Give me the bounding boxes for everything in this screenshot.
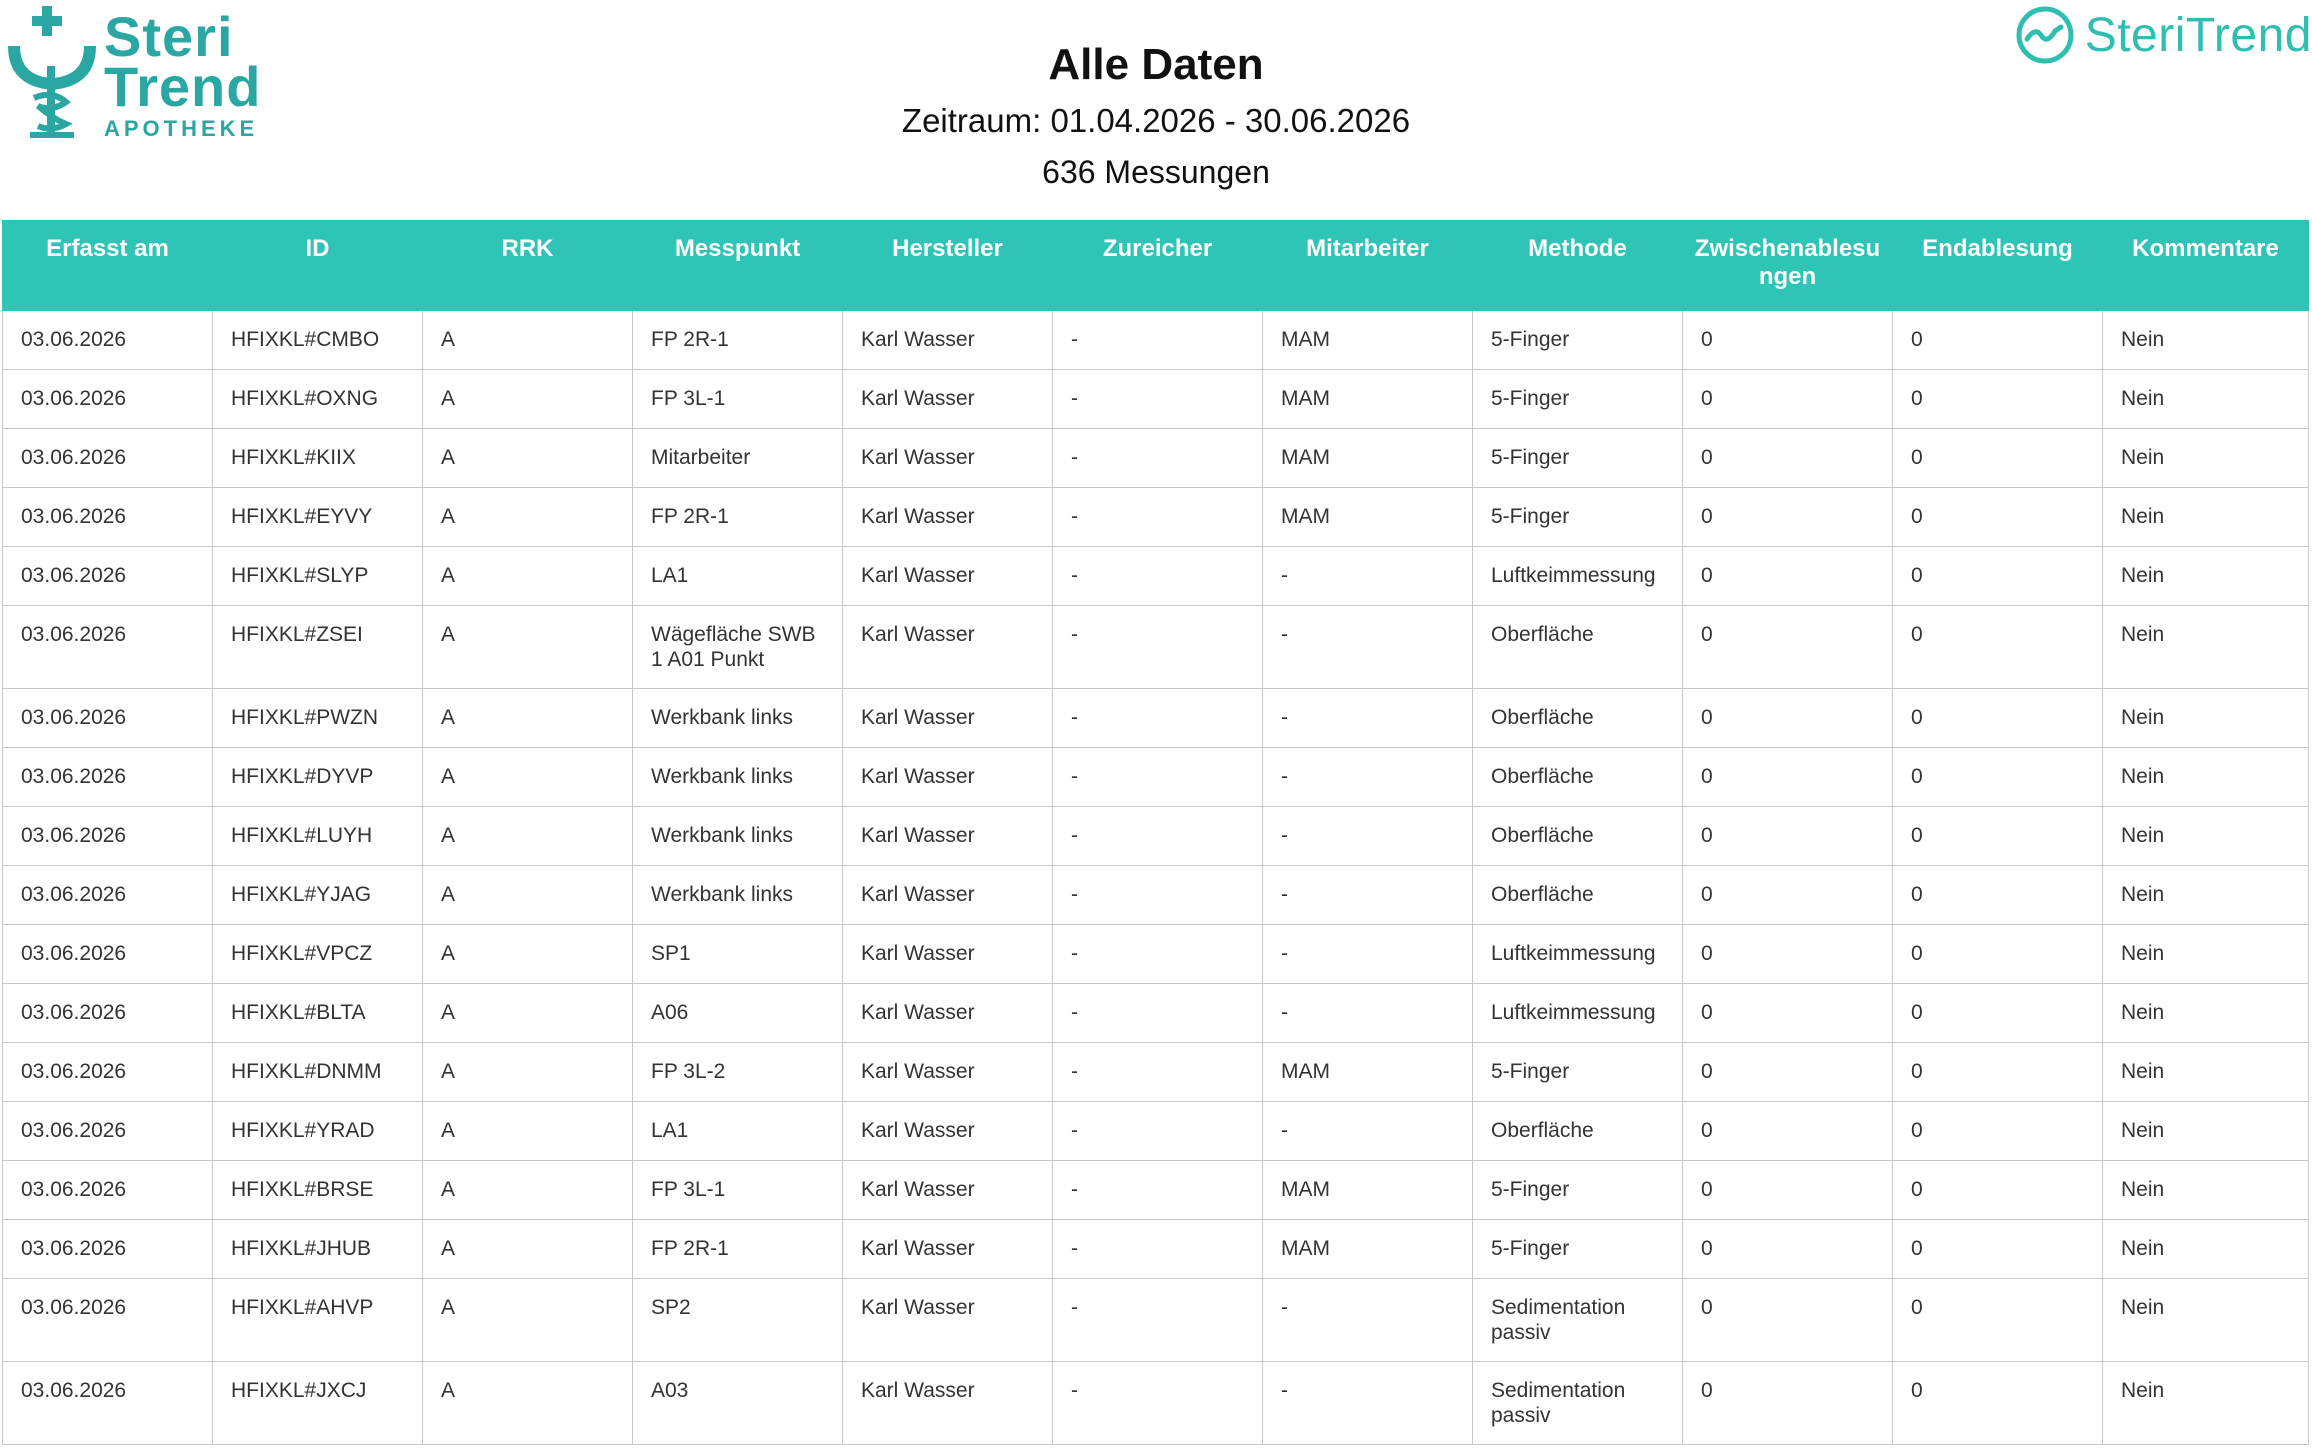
table-cell: Karl Wasser <box>843 1220 1053 1279</box>
table-cell: A <box>423 807 633 866</box>
table-cell: Werkbank links <box>633 748 843 807</box>
table-cell: Nein <box>2103 748 2309 807</box>
table-cell: Nein <box>2103 547 2309 606</box>
table-cell: 5-Finger <box>1473 311 1683 370</box>
table-cell: - <box>1263 748 1473 807</box>
table-row <box>3 925 2309 984</box>
table-cell: - <box>1053 1161 1263 1220</box>
table-cell: A <box>423 1043 633 1102</box>
table-cell: - <box>1053 311 1263 370</box>
table-cell: Karl Wasser <box>843 925 1053 984</box>
table-cell: 0 <box>1683 488 1893 547</box>
table-cell: Nein <box>2103 606 2309 689</box>
table-cell: FP 3L-1 <box>633 1161 843 1220</box>
table-row <box>3 1043 2309 1102</box>
table-cell: Nein <box>2103 488 2309 547</box>
table-cell: 0 <box>1683 1102 1893 1161</box>
table-cell: - <box>1053 748 1263 807</box>
table-cell: 0 <box>1683 370 1893 429</box>
table-cell: 0 <box>1893 370 2103 429</box>
table-cell: Karl Wasser <box>843 429 1053 488</box>
logo-line-2: Trend <box>104 55 262 118</box>
table-cell: A <box>423 1220 633 1279</box>
table-cell: Mitarbeiter <box>633 429 843 488</box>
table-cell: HFIXKL#DYVP <box>213 748 423 807</box>
column-header[interactable]: Messpunkt <box>633 221 843 311</box>
table-cell: Nein <box>2103 1220 2309 1279</box>
table-cell: 0 <box>1893 925 2103 984</box>
table-cell: A <box>423 689 633 748</box>
table-cell: Karl Wasser <box>843 689 1053 748</box>
table-cell: Werkbank links <box>633 866 843 925</box>
table-cell: 5-Finger <box>1473 429 1683 488</box>
table-cell: 0 <box>1683 429 1893 488</box>
column-header[interactable]: Erfasst am <box>3 221 213 311</box>
page-title: Alle Daten <box>1048 40 1264 89</box>
table-cell: HFIXKL#OXNG <box>213 370 423 429</box>
table-cell: Karl Wasser <box>843 547 1053 606</box>
table-cell: - <box>1263 547 1473 606</box>
column-header[interactable]: ID <box>213 221 423 311</box>
table-cell: - <box>1053 866 1263 925</box>
column-header[interactable]: Hersteller <box>843 221 1053 311</box>
table-row <box>3 866 2309 925</box>
table-cell: Karl Wasser <box>843 1043 1053 1102</box>
table-cell: Karl Wasser <box>843 866 1053 925</box>
table-cell: MAM <box>1263 1220 1473 1279</box>
table-cell: 0 <box>1683 866 1893 925</box>
table-cell: Karl Wasser <box>843 370 1053 429</box>
table-cell: Oberfläche <box>1473 1102 1683 1161</box>
table-cell: A06 <box>633 984 843 1043</box>
table-cell: - <box>1053 370 1263 429</box>
table-row <box>3 984 2309 1043</box>
table-cell: 0 <box>1893 984 2103 1043</box>
table-cell: Nein <box>2103 807 2309 866</box>
table-cell: 03.06.2026 <box>3 807 213 866</box>
brand-name: SteriTrend <box>2084 8 2312 62</box>
table-cell: 0 <box>1893 429 2103 488</box>
table-cell: MAM <box>1263 1161 1473 1220</box>
table-cell: HFIXKL#BLTA <box>213 984 423 1043</box>
table-cell: Nein <box>2103 1102 2309 1161</box>
table-cell: Oberfläche <box>1473 689 1683 748</box>
table-cell: Karl Wasser <box>843 311 1053 370</box>
table-row <box>3 748 2309 807</box>
table-cell: Nein <box>2103 429 2309 488</box>
table-cell: 0 <box>1683 1220 1893 1279</box>
table-cell: A <box>423 748 633 807</box>
table-cell: Sedimentation passiv <box>1473 1362 1683 1445</box>
column-header[interactable]: RRK <box>423 221 633 311</box>
table-cell: 03.06.2026 <box>3 488 213 547</box>
table-cell: A <box>423 866 633 925</box>
column-header[interactable]: Mitarbeiter <box>1263 221 1473 311</box>
table-cell: - <box>1263 984 1473 1043</box>
table-cell: A <box>423 1279 633 1362</box>
data-table <box>2 220 2309 1445</box>
table-cell: 0 <box>1893 1279 2103 1362</box>
table-cell: 0 <box>1893 1161 2103 1220</box>
table-cell: 0 <box>1893 689 2103 748</box>
table-cell: - <box>1053 429 1263 488</box>
table-cell: SP1 <box>633 925 843 984</box>
table-cell: 03.06.2026 <box>3 866 213 925</box>
table-cell: - <box>1053 689 1263 748</box>
table-cell: A <box>423 1102 633 1161</box>
table-cell: FP 3L-1 <box>633 370 843 429</box>
table-cell: A <box>423 429 633 488</box>
table-cell: HFIXKL#YRAD <box>213 1102 423 1161</box>
table-cell: - <box>1053 984 1263 1043</box>
table-cell: A <box>423 547 633 606</box>
table-cell: Luftkeimmessung <box>1473 925 1683 984</box>
table-cell: - <box>1053 807 1263 866</box>
table-cell: FP 2R-1 <box>633 311 843 370</box>
table-cell: 5-Finger <box>1473 1043 1683 1102</box>
table-cell: 03.06.2026 <box>3 429 213 488</box>
table-cell: - <box>1263 866 1473 925</box>
table-cell: Karl Wasser <box>843 1279 1053 1362</box>
table-cell: HFIXKL#PWZN <box>213 689 423 748</box>
table-cell: - <box>1263 1279 1473 1362</box>
table-cell: HFIXKL#CMBO <box>213 311 423 370</box>
table-cell: Nein <box>2103 1362 2309 1445</box>
table-cell: Karl Wasser <box>843 1161 1053 1220</box>
table-row <box>3 547 2309 606</box>
table-cell: A <box>423 311 633 370</box>
table-cell: MAM <box>1263 429 1473 488</box>
table-row <box>3 1279 2309 1362</box>
table-cell: 0 <box>1683 1362 1893 1445</box>
table-cell: 0 <box>1683 1043 1893 1102</box>
table-row <box>3 1220 2309 1279</box>
table-cell: Nein <box>2103 925 2309 984</box>
table-cell: 03.06.2026 <box>3 689 213 748</box>
table-row <box>3 1362 2309 1445</box>
table-cell: - <box>1053 1279 1263 1362</box>
table-cell: 0 <box>1683 807 1893 866</box>
table-cell: - <box>1263 1102 1473 1161</box>
table-cell: - <box>1053 488 1263 547</box>
table-cell: 03.06.2026 <box>3 984 213 1043</box>
table-cell: LA1 <box>633 1102 843 1161</box>
table-cell: 0 <box>1683 1279 1893 1362</box>
table-cell: 0 <box>1893 1043 2103 1102</box>
table-cell: 0 <box>1683 311 1893 370</box>
table-cell: 03.06.2026 <box>3 1362 213 1445</box>
table-cell: FP 3L-2 <box>633 1043 843 1102</box>
table-cell: MAM <box>1263 1043 1473 1102</box>
table-cell: Karl Wasser <box>843 748 1053 807</box>
table-cell: HFIXKL#BRSE <box>213 1161 423 1220</box>
table-cell: 0 <box>1893 1102 2103 1161</box>
table-cell: 0 <box>1683 984 1893 1043</box>
column-header[interactable]: Zureicher <box>1053 221 1263 311</box>
table-row <box>3 311 2309 370</box>
table-cell: Nein <box>2103 1279 2309 1362</box>
table-cell: 03.06.2026 <box>3 925 213 984</box>
table-cell: Karl Wasser <box>843 807 1053 866</box>
table-cell: 5-Finger <box>1473 1220 1683 1279</box>
table-cell: Oberfläche <box>1473 866 1683 925</box>
table-cell: - <box>1053 606 1263 689</box>
table-cell: - <box>1263 1362 1473 1445</box>
table-cell: A <box>423 1161 633 1220</box>
table-cell: - <box>1053 1220 1263 1279</box>
table-cell: HFIXKL#SLYP <box>213 547 423 606</box>
table-cell: - <box>1263 925 1473 984</box>
table-cell: - <box>1263 689 1473 748</box>
measurement-count: 636 Messungen <box>1042 154 1270 190</box>
column-header[interactable]: Methode <box>1473 221 1683 311</box>
table-cell: FP 2R-1 <box>633 488 843 547</box>
table-cell: 03.06.2026 <box>3 370 213 429</box>
table-cell: A <box>423 488 633 547</box>
table-cell: 0 <box>1683 1161 1893 1220</box>
table-cell: 0 <box>1683 748 1893 807</box>
column-header[interactable]: Zwischenablesu ngen <box>1683 221 1893 311</box>
table-cell: 0 <box>1893 547 2103 606</box>
table-cell: HFIXKL#JHUB <box>213 1220 423 1279</box>
table-cell: 0 <box>1683 925 1893 984</box>
table-cell: A <box>423 1362 633 1445</box>
table-cell: Karl Wasser <box>843 1102 1053 1161</box>
table-cell: Oberfläche <box>1473 748 1683 807</box>
table-cell: 0 <box>1683 606 1893 689</box>
table-cell: - <box>1053 1362 1263 1445</box>
table-cell: MAM <box>1263 311 1473 370</box>
table-cell: HFIXKL#EYVY <box>213 488 423 547</box>
table-cell: 0 <box>1683 689 1893 748</box>
table-cell: Oberfläche <box>1473 807 1683 866</box>
table-row <box>3 488 2309 547</box>
table-cell: HFIXKL#AHVP <box>213 1279 423 1362</box>
table-cell: HFIXKL#DNMM <box>213 1043 423 1102</box>
table-row <box>3 606 2309 689</box>
table-row <box>3 1102 2309 1161</box>
table-cell: 03.06.2026 <box>3 1102 213 1161</box>
table-cell: 03.06.2026 <box>3 547 213 606</box>
table-cell: HFIXKL#JXCJ <box>213 1362 423 1445</box>
table-cell: A <box>423 606 633 689</box>
table-cell: - <box>1053 925 1263 984</box>
table-cell: A03 <box>633 1362 843 1445</box>
table-cell: 5-Finger <box>1473 488 1683 547</box>
table-cell: Oberfläche <box>1473 606 1683 689</box>
table-cell: Karl Wasser <box>843 1362 1053 1445</box>
table-cell: A <box>423 984 633 1043</box>
table-cell: Werkbank links <box>633 689 843 748</box>
table-cell: - <box>1053 1102 1263 1161</box>
table-cell: Luftkeimmessung <box>1473 984 1683 1043</box>
table-cell: 0 <box>1893 1220 2103 1279</box>
table-cell: Nein <box>2103 370 2309 429</box>
table-cell: Nein <box>2103 1161 2309 1220</box>
table-cell: 0 <box>1683 547 1893 606</box>
table-cell: - <box>1263 807 1473 866</box>
table-header-row <box>3 221 2309 311</box>
date-range: Zeitraum: 01.04.2026 - 30.06.2026 <box>901 102 1411 139</box>
table-cell: MAM <box>1263 488 1473 547</box>
table-cell: HFIXKL#LUYH <box>213 807 423 866</box>
table-cell: 0 <box>1893 807 2103 866</box>
table-cell: 0 <box>1893 748 2103 807</box>
table-cell: Nein <box>2103 866 2309 925</box>
table-cell: 0 <box>1893 488 2103 547</box>
table-cell: 0 <box>1893 311 2103 370</box>
column-header[interactable]: Endablesung <box>1893 221 2103 311</box>
table-cell: - <box>1053 1043 1263 1102</box>
table-cell: 0 <box>1893 1362 2103 1445</box>
table-cell: Nein <box>2103 311 2309 370</box>
table-cell: - <box>1263 606 1473 689</box>
column-header[interactable]: Kommentare <box>2103 221 2309 311</box>
table-row <box>3 429 2309 488</box>
table-cell: 5-Finger <box>1473 1161 1683 1220</box>
table-cell: A <box>423 370 633 429</box>
table-cell: Karl Wasser <box>843 488 1053 547</box>
table-cell: - <box>1053 547 1263 606</box>
table-cell: 5-Finger <box>1473 370 1683 429</box>
table-cell: HFIXKL#VPCZ <box>213 925 423 984</box>
table-cell: Karl Wasser <box>843 606 1053 689</box>
table-cell: 03.06.2026 <box>3 748 213 807</box>
table-cell: Karl Wasser <box>843 984 1053 1043</box>
table-cell: HFIXKL#KIIX <box>213 429 423 488</box>
table-cell: HFIXKL#ZSEI <box>213 606 423 689</box>
logo-line-3: APOTHEKE <box>104 116 259 141</box>
table-cell: HFIXKL#YJAG <box>213 866 423 925</box>
table-row <box>3 807 2309 866</box>
table-cell: LA1 <box>633 547 843 606</box>
table-cell: Luftkeimmessung <box>1473 547 1683 606</box>
table-cell: Sedimentation passiv <box>1473 1279 1683 1362</box>
table-row <box>3 689 2309 748</box>
table-cell: Wägefläche SWB 1 A01 Punkt <box>633 606 843 689</box>
table-cell: SP2 <box>633 1279 843 1362</box>
logo-line-1: Steri <box>104 5 234 68</box>
table-cell: 0 <box>1893 866 2103 925</box>
table-cell: A <box>423 925 633 984</box>
table-cell: Nein <box>2103 689 2309 748</box>
table-cell: Nein <box>2103 1043 2309 1102</box>
table-cell: 03.06.2026 <box>3 1161 213 1220</box>
table-cell: 03.06.2026 <box>3 311 213 370</box>
table-cell: FP 2R-1 <box>633 1220 843 1279</box>
table-cell: 03.06.2026 <box>3 1220 213 1279</box>
table-cell: 03.06.2026 <box>3 1043 213 1102</box>
table-cell: Nein <box>2103 984 2309 1043</box>
table-row <box>3 370 2309 429</box>
table-cell: Werkbank links <box>633 807 843 866</box>
table-cell: 03.06.2026 <box>3 606 213 689</box>
table-cell: MAM <box>1263 370 1473 429</box>
table-cell: 0 <box>1893 606 2103 689</box>
table-cell: 03.06.2026 <box>3 1279 213 1362</box>
table-row <box>3 1161 2309 1220</box>
